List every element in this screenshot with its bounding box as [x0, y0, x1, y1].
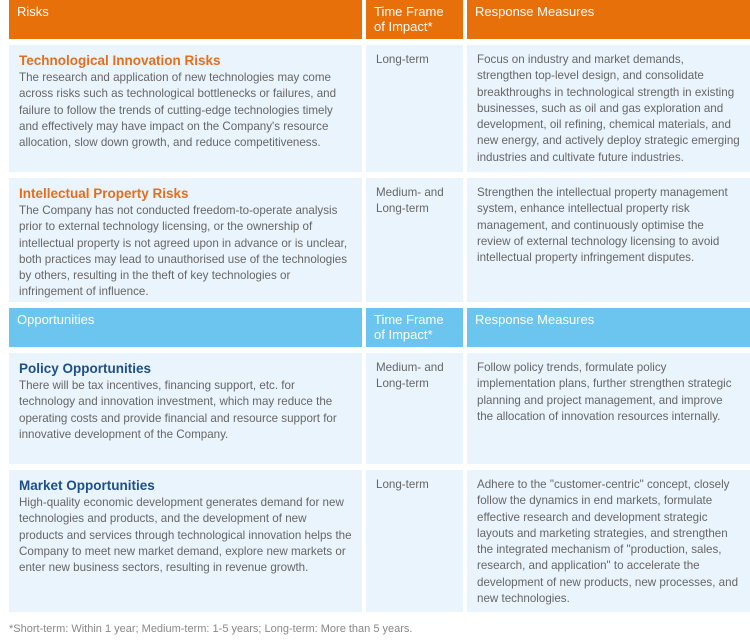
risk-title: Technological Innovation Risks: [19, 53, 221, 68]
table-row: [9, 470, 750, 612]
header-risks: Risks: [9, 0, 362, 39]
header-response: Response Measures: [467, 0, 750, 39]
opportunity-title: Policy Opportunities: [19, 361, 152, 376]
header-opportunities: Opportunities: [9, 308, 362, 347]
time-frame: Medium- and Long-term: [366, 178, 463, 302]
risk-description: The Company has not conducted freedom-to-operate analysis prior to external technology licensing, or the ownership of intellectual property is not agreed upon in advance or is unclear, both practices may lead to unauthorised use of the technologies by others, resulting in the theft of key technologies or infringement of influence.: [19, 204, 348, 299]
response-measures: Follow policy trends, formulate policy implementation plans, further strengthen strategic planning and project management, and improve the allocation of innovation resources internally.: [467, 353, 750, 464]
header-time-frame: Time Frame of Impact*: [366, 308, 463, 347]
opportunity-description: High-quality economic development generates demand for new technologies and products, and the development of new products and services through technological innovation helps the Company to meet new market demand, explore new markets or enter new business sectors, resulting in revenue growth.: [19, 496, 352, 575]
opportunities-header-row: [9, 308, 750, 347]
opportunity-description: There will be tax incentives, financing support, etc. for technology and innovation investment, which may reduce the operating costs and provide financial and resource support for innovative development of the Company.: [19, 379, 337, 441]
risk-title: Intellectual Property Risks: [19, 186, 189, 201]
header-response: Response Measures: [467, 308, 750, 347]
time-frame: Medium- and Long-term: [366, 353, 463, 464]
time-frame: Long-term: [366, 470, 463, 612]
table-row: [9, 353, 750, 464]
opportunity-title: Market Opportunities: [19, 478, 155, 493]
risks-header-row: [9, 0, 750, 39]
response-measures: Focus on industry and market demands, strengthen top-level design, and consolidate breakthroughs in technological strength in existing businesses, such as oil and gas exploration and development, oil refining, chemical materials, and new energy, and actively deploy strategic emerging industries and cultivate future industries.: [467, 45, 750, 172]
response-measures: Adhere to the "customer-centric" concept, closely follow the dynamics in end markets, formulate effective research and development strategic layouts and marketing strategies, and strengthen the integrated mechanism of "production, sales, research, and application" to accelerate the development of new products, new processes, and new technologies.: [467, 470, 750, 612]
risk-description: The research and application of new technologies may come across risks such as technological bottlenecks or failures, and failure to follow the trends of cutting-edge technologies timely and effectively may have impact on the Company's resource allocation, slow down growth, and reduce competitiveness.: [19, 71, 337, 150]
footnote: *Short-term: Within 1 year; Medium-term: 1-5 years; Long-term: More than 5 years.: [9, 623, 413, 635]
table-row: [9, 178, 750, 302]
header-time-frame: Time Frame of Impact*: [366, 0, 463, 39]
response-measures: Strengthen the intellectual property management system, enhance intellectual property risk management, and continuously optimise the review of external technology licensing to avoid intellectual property infringement disputes.: [467, 178, 750, 302]
table-row: [9, 45, 750, 172]
time-frame: Long-term: [366, 45, 463, 172]
